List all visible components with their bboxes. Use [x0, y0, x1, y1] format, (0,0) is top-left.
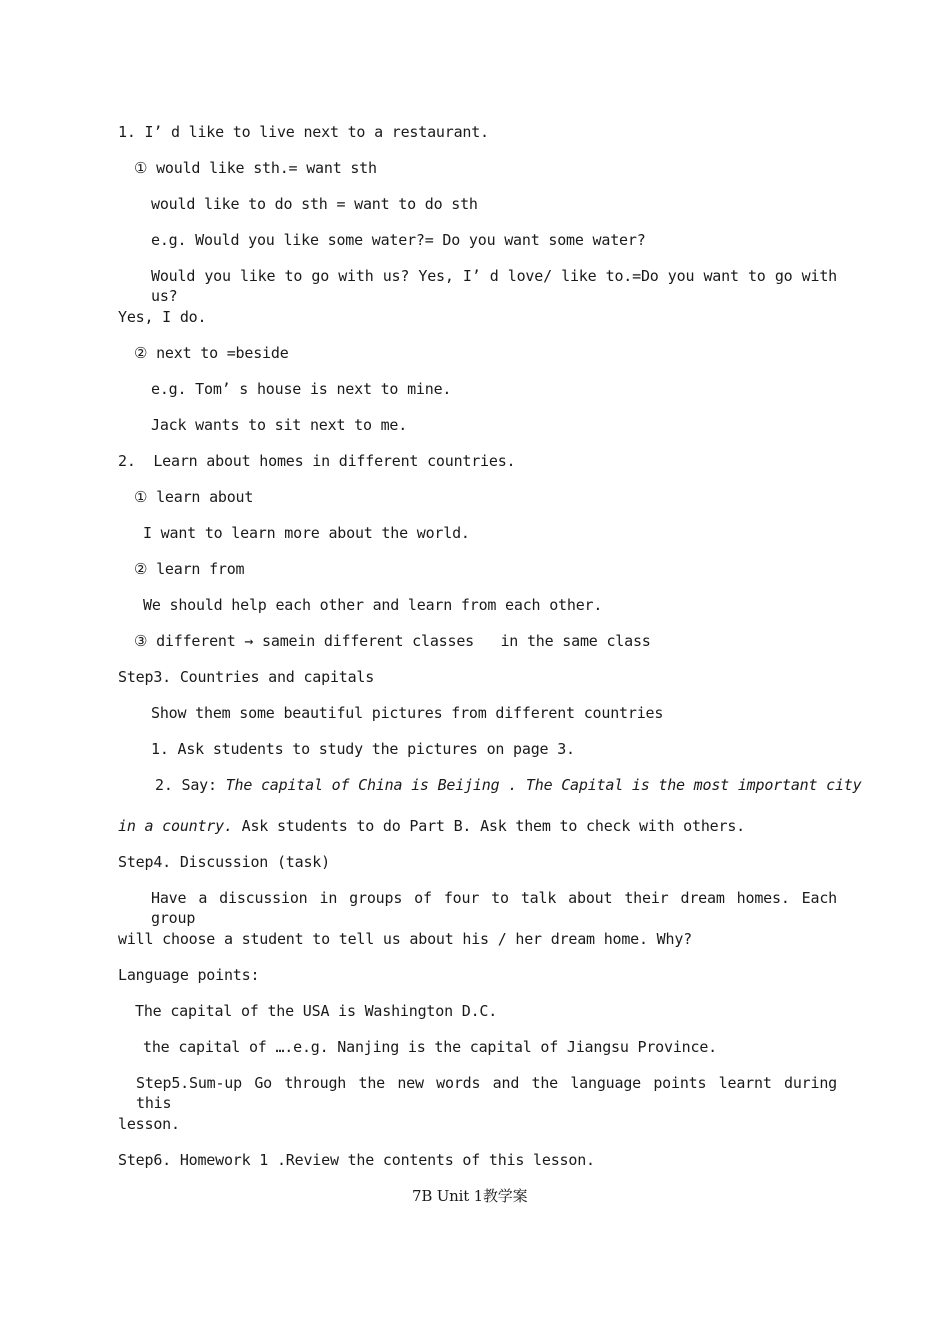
step-heading: Step5.Sum-up Go through the new words and the language points learnt during this	[136, 1074, 837, 1112]
text-line: ③ different → samein different classes in the same class	[134, 632, 651, 650]
text-line: We should help each other and learn from each other.	[143, 596, 603, 614]
text-line: ② next to =beside	[134, 344, 289, 362]
text-line: ① learn about	[134, 488, 254, 506]
text-line: Would you like to go with us? Yes, I’ d love/ like to.=Do you want to go with us?	[151, 267, 837, 305]
text-line: The capital of the USA is Washington D.C.	[135, 1002, 498, 1020]
text-line: Have a discussion in groups of four to talk about their dream homes. Each group	[151, 889, 837, 927]
text-line: 1. I’ d like to live next to a restaurant.	[118, 123, 489, 141]
page-footer: 7B Unit 1教学案	[412, 1187, 528, 1205]
step-heading: Step4. Discussion (task)	[118, 853, 330, 871]
text-line: will choose a student to tell us about his / her dream home. Why?	[118, 930, 692, 948]
text-line: I want to learn more about the world.	[143, 524, 470, 542]
italic-span: The capital of China is Beijing . The Capital is the most important city	[225, 776, 862, 794]
text-line: e.g. Tom’ s house is next to mine.	[151, 380, 452, 398]
step-heading: Step3. Countries and capitals	[118, 668, 375, 686]
text-line: e.g. Would you like some water?= Do you want some water?	[151, 231, 646, 249]
text-line: Yes, I do.	[118, 308, 207, 326]
italic-span: in a country.	[118, 817, 233, 835]
text-line: ② learn from	[134, 560, 245, 578]
text-line: the capital of ….e.g. Nanjing is the capital of Jiangsu Province.	[143, 1038, 717, 1056]
text-line: would like to do sth = want to do sth	[151, 195, 478, 213]
text-line: ① would like sth.= want sth	[134, 159, 377, 177]
text-line: Language points:	[118, 966, 260, 984]
step-heading: Step6. Homework 1 .Review the contents of this lesson.	[118, 1151, 595, 1169]
text-line	[155, 775, 861, 795]
text-line: Show them some beautiful pictures from different countries	[151, 704, 664, 722]
text-line: 2. Learn about homes in different countries.	[118, 452, 516, 470]
text-span: Ask students to do Part B. Ask them to check with others.	[232, 817, 745, 835]
text-line: lesson.	[118, 1115, 180, 1133]
text-span: 2. Say:	[155, 776, 226, 794]
text-line: Jack wants to sit next to me.	[151, 416, 408, 434]
text-line	[118, 816, 745, 836]
text-line: 1. Ask students to study the pictures on page 3.	[151, 740, 575, 758]
